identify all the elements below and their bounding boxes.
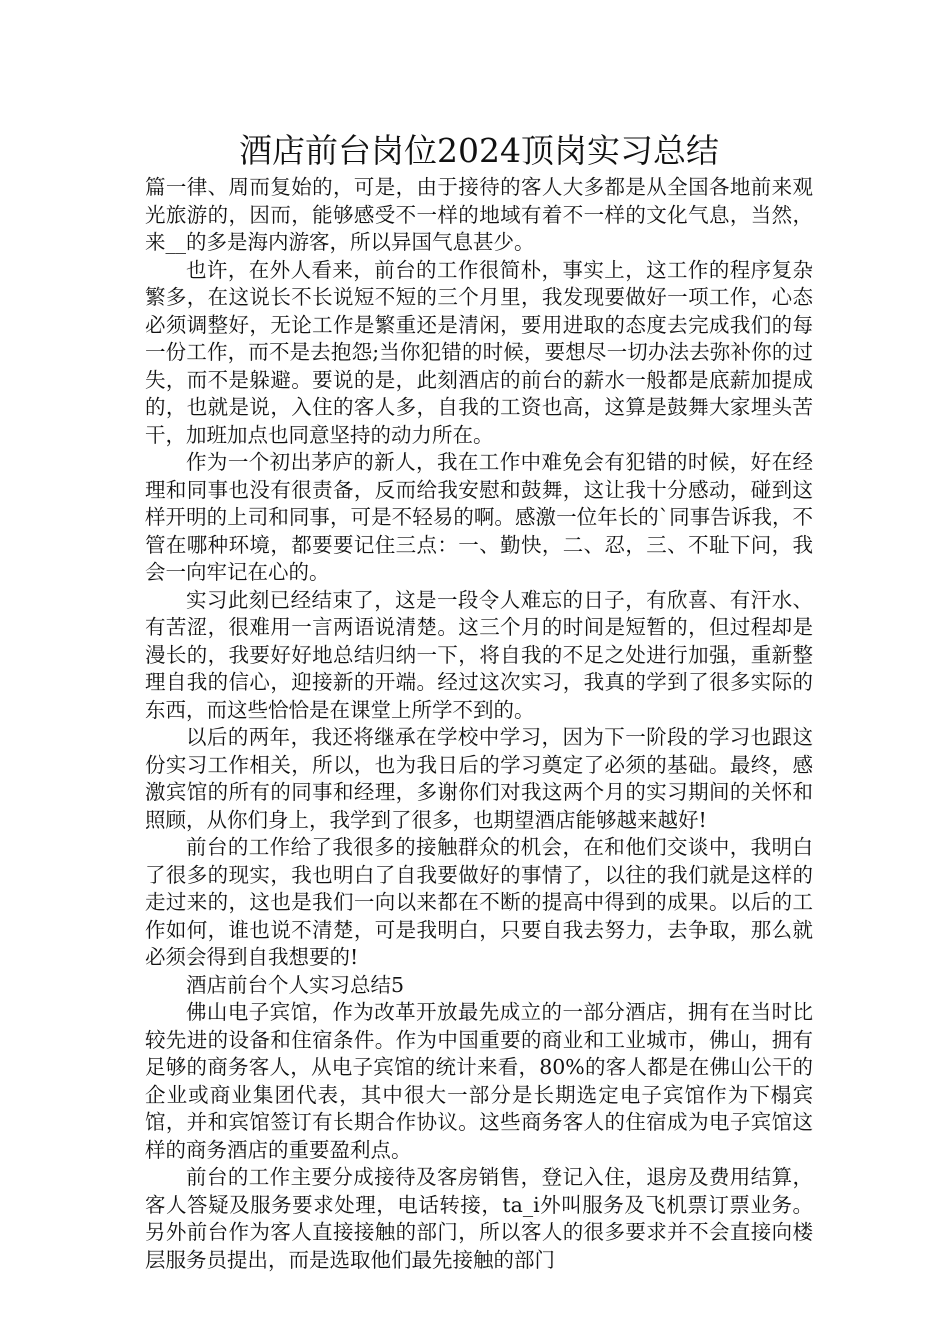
paragraph-8: 前台的工作主要分成接待及客房销售，登记入住，退房及费用结算，客人答疑及服务要求处理，电话转接，ta_i外叫服务及飞机票订票业务。另外前台作为客人直接接触的部门，所以客人的很多要求并不会直接向楼层服务员提出，而是选取他们最先接触的部门 <box>145 1165 813 1272</box>
document-page <box>145 128 813 1274</box>
paragraph-2: 也许，在外人看来，前台的工作很简朴，事实上，这工作的程序复杂繁多，在这说长不长说短不短的三个月里，我发现要做好一项工作，心态必须调整好，无论工作是繁重还是清闲，要用进取的态度去完成我们的每一份工作，而不是去抱怨;当你犯错的时候，要想尽一切办法去弥补你的过失，而不是躲避。要说的是，此刻酒店的前台的薪水一般都是底薪加提成的，也就是说，入住的客人多，自我的工资也高，这算是鼓舞大家埋头苦干，加班加点也同意坚持的动力所在。 <box>145 257 813 447</box>
document-title: 酒店前台岗位2024顶岗实习总结 <box>239 131 719 170</box>
paragraph-6: 前台的工作给了我很多的接触群众的机会，在和他们交谈中，我明白了很多的现实，我也明白了自我要做好的事情了，以往的我们就是这样的走过来的，这也是我们一向以来都在不断的提高中得到的成果。以后的工作如何，谁也说不清楚，可是我明白，只要自我去努力，去争取，那么就必须会得到自我想要的! <box>145 835 813 969</box>
paragraph-5: 以后的两年，我还将继承在学校中学习，因为下一阶段的学习也跟这份实习工作相关，所以，也为我日后的学习奠定了必须的基础。最终，感激宾馆的所有的同事和经理，多谢你们对我这两个月的实习期间的关怀和照顾，从你们身上，我学到了很多，也期望酒店能够越来越好! <box>145 725 813 832</box>
section-heading: 酒店前台个人实习总结5 <box>186 972 405 997</box>
paragraph-1: 篇一律、周而复始的，可是，由于接待的客人大多都是从全国各地前来观光旅游的，因而，能够感受不一样的地域有着不一样的文化气息，当然，来__的多是海内游客，所以异国气息甚少。 <box>145 175 813 254</box>
paragraph-3: 作为一个初出茅庐的新人，我在工作中难免会有犯错的时候，好在经理和同事也没有很责备，反而给我安慰和鼓舞，这让我十分感动，碰到这样开明的上司和同事，可是不轻易的啊。感激一位年长的`同事告诉我，不管在哪种环境，都要要记住三点：一、勤快，二、忍，三、不耻下问，我会一向牢记在心的。 <box>145 450 813 584</box>
paragraph-7: 佛山电子宾馆，作为改革开放最先成立的一部分酒店，拥有在当时比较先进的设备和住宿条件。作为中国重要的商业和工业城市，佛山，拥有足够的商务客人，从电子宾馆的统计来看，80%的客人都是在佛山公干的企业或商业集团代表，其中很大一部分是长期选定电子宾馆作为下榻宾馆，并和宾馆签订有长期合作协议。这些商务客人的住宿成为电子宾馆这样的商务酒店的重要盈利点。 <box>145 1000 813 1162</box>
paragraph-4: 实习此刻已经结束了，这是一段令人难忘的日子，有欣喜、有汗水、有苦涩，很难用一言两语说清楚。这三个月的时间是短暂的，但过程却是漫长的，我要好好地总结归纳一下，将自我的不足之处进行加强，重新整理自我的信心，迎接新的开端。经过这次实习，我真的学到了很多实际的东西，而这些恰恰是在课堂上所学不到的。 <box>145 587 813 722</box>
document-body <box>145 174 813 1274</box>
